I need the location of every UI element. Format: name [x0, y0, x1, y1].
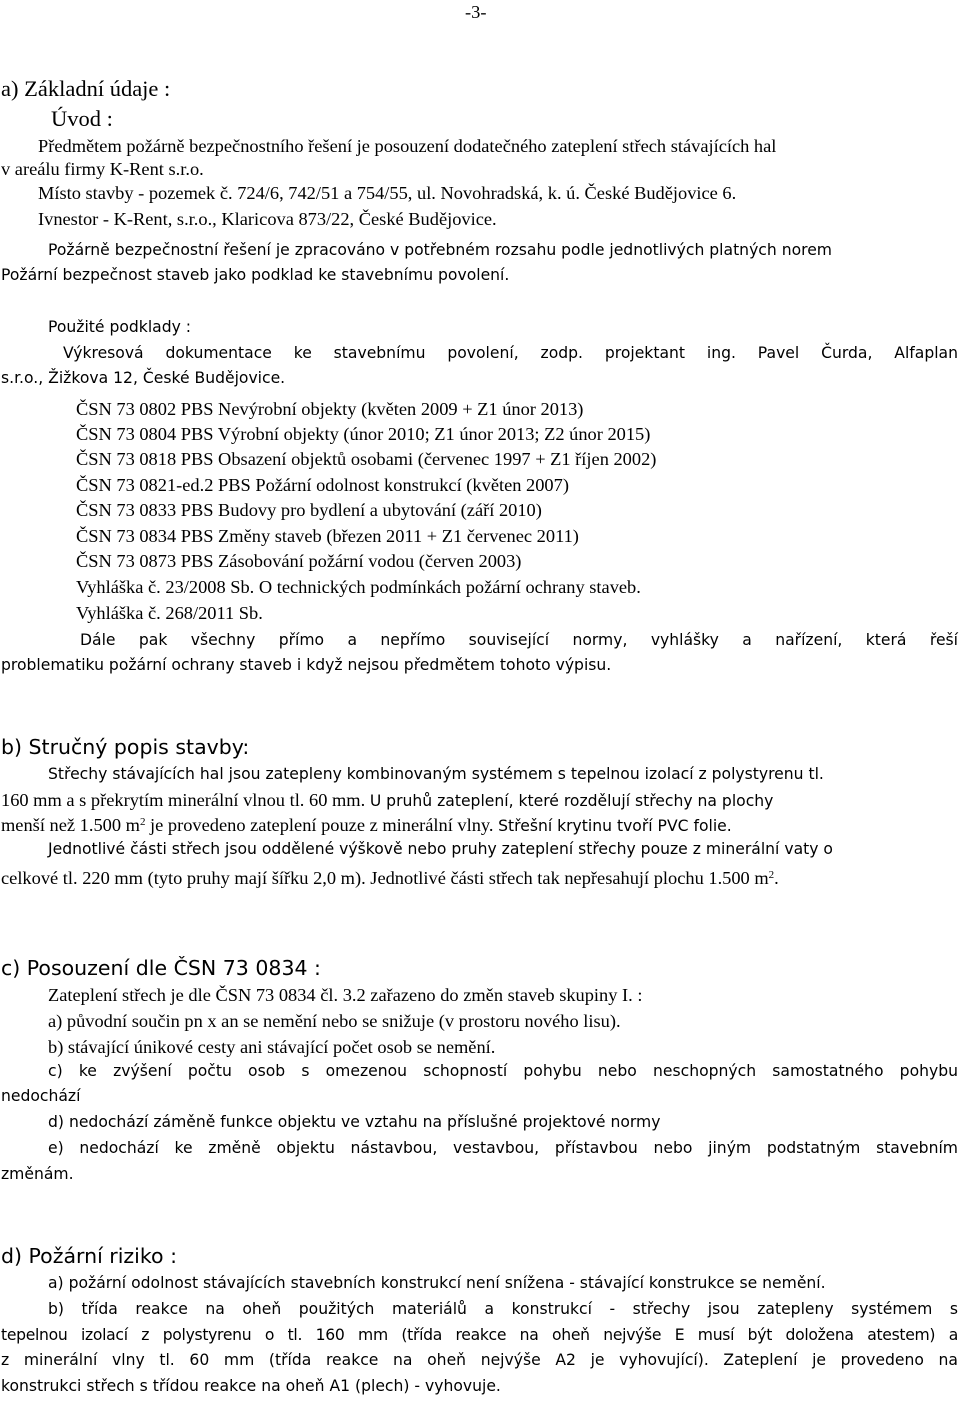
intro-heading: Úvod :	[51, 106, 113, 131]
risk-line: b) třída reakce na oheň použitých materiálů a konstrukcí - střechy jsou zatepleny systémem s	[48, 1300, 958, 1318]
section-a-heading: a) Základní údaje :	[1, 76, 171, 101]
norm-item: Vyhláška č. 268/2011 Sb.	[76, 603, 263, 623]
assessment-line: e) nedochází ke změně objektu nástavbou, vestavbou, přístavbou nebo jiným podstatným stavebním	[48, 1139, 958, 1157]
assessment-line: d) nedochází záměně funkce objektu ve vztahu na příslušné projektové normy	[48, 1113, 661, 1131]
description-text: menší než 1.500 m	[1, 815, 140, 835]
norm-item: ČSN 73 0818 PBS Obsazení objektů osobami (červenec 1997 + Z1 říjen 2002)	[76, 449, 657, 469]
norm-item: ČSN 73 0873 PBS Zásobování požární vodou (červen 2003)	[76, 551, 522, 571]
page-number: -3-	[465, 2, 487, 22]
closing-line: Dále pak všechny přímo a nepřímo související normy, vyhlášky a nařízení, která řeší	[80, 631, 958, 649]
assessment-line: nedochází	[1, 1087, 81, 1105]
assessment-line: b) stávající únikové cesty ani stávající počet osob se nemění.	[48, 1037, 496, 1057]
risk-line: a) požární odolnost stávajících stavebních konstrukcí není snížena - stávající konstrukce se nemění.	[48, 1274, 826, 1292]
section-c-heading: c) Posouzení dle ČSN 73 0834 :	[1, 956, 321, 980]
superscript: 2	[139, 815, 146, 828]
norm-item: ČSN 73 0833 PBS Budovy pro bydlení a ubytování (září 2010)	[76, 500, 542, 520]
assessment-line: c) ke zvýšení počtu osob s omezenou schopností pohybu nebo neschopných samostatného pohybu	[48, 1062, 958, 1080]
superscript: 2	[768, 868, 775, 881]
scope-paragraph-line: Požární bezpečnost staveb jako podklad ke stavebnímu povolení.	[1, 266, 510, 284]
section-d-heading: d) Požární riziko :	[1, 1244, 177, 1268]
assessment-line: Zateplení střech je dle ČSN 73 0834 čl. 3.2 zařazeno do změn staveb skupiny I. :	[48, 985, 643, 1005]
scope-paragraph-line: Požárně bezpečnostní řešení je zpracováno v potřebném rozsahu podle jednotlivých platných norem	[48, 241, 832, 259]
risk-line: konstrukci střech s třídou reakce na oheň A1 (plech) - vyhovuje.	[1, 1377, 501, 1395]
description-text: Střešní krytinu tvoří PVC folie.	[498, 817, 732, 835]
closing-line: problematiku požární ochrany staveb i když nejsou předmětem tohoto výpisu.	[1, 656, 612, 674]
description-line	[1, 869, 779, 887]
documents-line: s.r.o., Žižkova 12, České Budějovice.	[1, 369, 286, 387]
documents-line: Výkresová dokumentace ke stavebnímu povolení, zodp. projektant ing. Pavel Čurda, Alfaplan	[63, 344, 958, 362]
risk-line: tepelnou izolací z polystyrenu o tl. 160 mm (třída reakce na oheň nejvýše E musí být doložena atestem) a	[1, 1326, 958, 1344]
description-line	[1, 816, 732, 835]
assessment-line: změnám.	[1, 1165, 74, 1183]
norm-item: ČSN 73 0804 PBS Výrobní objekty (únor 2010; Z1 únor 2013; Z2 únor 2015)	[76, 424, 651, 444]
description-text: je provedeno zateplení pouze z minerální vlny.	[145, 815, 494, 835]
intro-paragraph-line: Předmětem požárně bezpečnostního řešení je posouzení dodatečného zateplení střech stávajících hal	[38, 136, 777, 156]
intro-paragraph-line: v areálu firmy K-Rent s.r.o.	[1, 159, 204, 179]
norm-item: ČSN 73 0834 PBS Změny staveb (březen 2011 + Z1 červenec 2011)	[76, 526, 579, 546]
description-line: Střechy stávajících hal jsou zatepleny kombinovaným systémem s tepelnou izolací z polystyrenu tl.	[48, 765, 824, 783]
description-text: U pruhů zateplení, které rozdělují střechy na plochy	[369, 792, 774, 810]
description-line	[1, 791, 773, 810]
site-paragraph-line: Ivnestor - K-Rent, s.r.o., Klaricova 873/22, České Budějovice.	[38, 209, 497, 229]
description-text: 160 mm a s překrytím minerální vlnou tl. 60 mm.	[1, 790, 366, 810]
description-text: .	[774, 868, 779, 888]
section-b-heading: b) Stručný popis stavby:	[1, 735, 250, 759]
description-line: Jednotlivé části střech jsou oddělené výškově nebo pruhy zateplení střechy pouze z minerální vaty o	[48, 840, 833, 858]
risk-line: z minerální vlny tl. 60 mm (třída reakce na oheň nejvýše A2 je vyhovující). Zateplení je provedeno na	[1, 1351, 958, 1369]
assessment-line: a) původní součin pn x an se nemění nebo se snižuje (v prostoru nového lisu).	[48, 1011, 621, 1031]
site-paragraph-line: Místo stavby - pozemek č. 724/6, 742/51 a 754/55, ul. Novohradská, k. ú. České Budějovice 6.	[38, 183, 737, 203]
description-text: celkové tl. 220 mm (tyto pruhy mají šířku 2,0 m). Jednotlivé části střech tak nepřesahují plochu 1.500 m	[1, 868, 769, 888]
norm-item: Vyhláška č. 23/2008 Sb. O technických podmínkách požární ochrany staveb.	[76, 577, 641, 597]
norm-item: ČSN 73 0821-ed.2 PBS Požární odolnost konstrukcí (květen 2007)	[76, 475, 569, 495]
documents-heading: Použité podklady :	[48, 318, 192, 336]
norm-item: ČSN 73 0802 PBS Nevýrobní objekty (květen 2009 + Z1 únor 2013)	[76, 399, 584, 419]
